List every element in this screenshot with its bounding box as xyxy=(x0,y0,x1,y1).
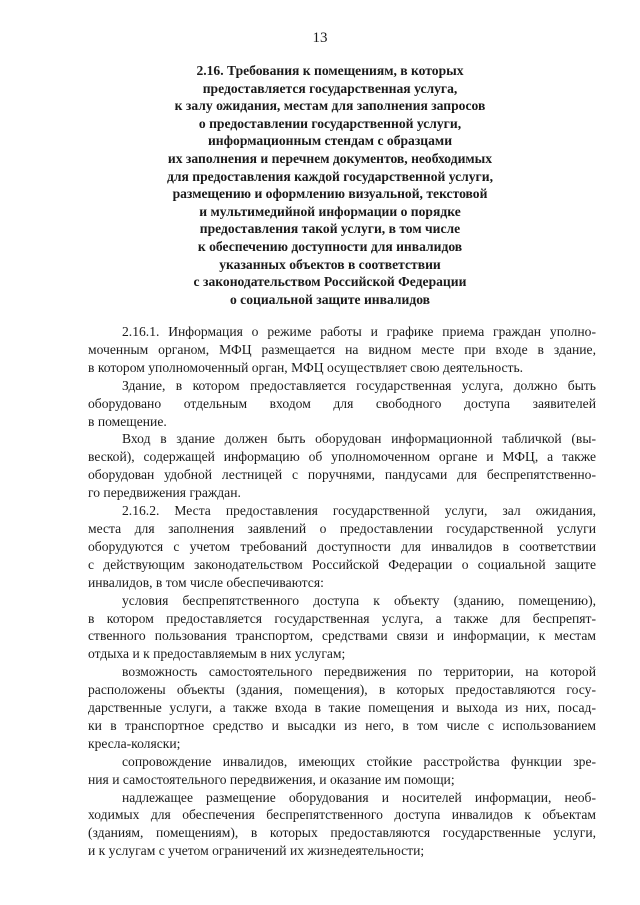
heading-line: для предоставления каждой государственной услуги, xyxy=(167,168,493,184)
text-line: оборудован удобной лестницей с поручнями, пандусами для беспрепятственно- xyxy=(88,467,596,483)
text-line: с действующим законодательством Российской Федерации о социальной защите xyxy=(88,556,596,572)
heading-line: их заполнения и перечнем документов, необходимых xyxy=(167,150,493,166)
text-line: сопровождение инвалидов, имеющих стойкие расстройства функции зре- xyxy=(122,753,596,769)
text-line: моченным органом, МФЦ размещается на видном месте при входе в здание, xyxy=(88,341,596,357)
text-line: го передвижения граждан. xyxy=(88,485,241,501)
text-line: в помещение. xyxy=(88,413,167,429)
heading-line: к залу ожидания, местам для заполнения запросов xyxy=(174,98,486,114)
heading-line: указанных объектов в соответствии xyxy=(219,256,441,272)
text-line: ки в транспортное средство и высадки из него, в том числе с использованием xyxy=(88,717,596,733)
text-line: возможность самостоятельного передвижения по территории, на которой xyxy=(122,664,596,680)
text-line: надлежащее размещение оборудования и носителей информации, необ- xyxy=(122,789,596,805)
heading-line: предоставляется государственная услуга, xyxy=(202,80,458,96)
paragraph xyxy=(88,323,596,377)
heading-line: о предоставлении государственной услуги, xyxy=(198,115,462,131)
heading-line: к обеспечению доступности для инвалидов xyxy=(197,238,463,254)
heading-line: размещению и оформлению визуальной, текстовой xyxy=(172,186,488,202)
text-line: инвалидов, в том числе обеспечиваются: xyxy=(88,574,324,590)
heading-line: о социальной защите инвалидов xyxy=(229,291,431,307)
paragraph xyxy=(88,377,596,431)
text-line: ственного пользования транспортом, средствами связи и информации, к местам xyxy=(88,628,596,644)
text-line: оборудовано отдельным входом для свободного доступа заявителей xyxy=(88,395,596,411)
paragraph xyxy=(88,789,596,861)
paragraph xyxy=(88,753,596,789)
text-line: (зданиям, помещениям), в которых предоставляются государственные услуги, xyxy=(88,825,596,841)
text-line: Вход в здание должен быть оборудован информационной табличкой (вы- xyxy=(122,431,596,447)
heading-line: 2.16. Требования к помещениям, в которых xyxy=(196,63,464,78)
text-line: расположены объекты (здания, помещения), в которых предоставляются госу- xyxy=(88,682,596,698)
text-line: в котором уполномоченный орган, МФЦ осуществляет свою деятельность. xyxy=(88,359,524,375)
body-text xyxy=(88,323,596,860)
heading-line: и мультимедийной информации о порядке xyxy=(199,203,461,219)
paragraph xyxy=(88,502,596,592)
text-line: и к услугам с учетом ограничений их жизнедеятельности; xyxy=(88,843,425,859)
section-heading xyxy=(130,62,530,308)
text-line: в котором предоставляется государственная услуга, а также для беспрепят- xyxy=(88,610,596,626)
text-line: веской), содержащей информацию об уполномоченном органе и МФЦ, а также xyxy=(88,449,596,465)
text-line: места для заполнения заявлений о предоставлении государственной услуги xyxy=(88,520,596,536)
text-line: 2.16.1. Информация о режиме работы и графике приема граждан уполно- xyxy=(122,324,596,339)
heading-line: информационным стендам с образцами xyxy=(207,133,453,149)
heading-line: предоставления такой услуги, в том числе xyxy=(199,221,461,237)
text-line: оборудуются с учетом требований доступности для инвалидов в соответствии xyxy=(88,538,596,554)
paragraph xyxy=(88,663,596,753)
paragraph xyxy=(88,430,596,502)
text-line: дарственные услуги, а также входа в такие помещения и выхода из них, посад- xyxy=(88,700,596,716)
text-line: ходимых для обеспечения беспрепятственного доступа инвалидов к объектам xyxy=(88,807,596,823)
text-line: Здание, в котором предоставляется государственная услуга, должно быть xyxy=(122,377,596,393)
text-line: 2.16.2. Места предоставления государственной услуги, зал ожидания, xyxy=(122,503,596,519)
text-line: кресла-коляски; xyxy=(88,735,181,751)
page-number: 13 xyxy=(312,30,328,46)
text-line: ния и самостоятельного передвижения, и оказание им помощи; xyxy=(88,771,455,787)
paragraph xyxy=(88,592,596,664)
heading-line: с законодательством Российской Федерации xyxy=(193,274,467,290)
text-line: отдыха и к предоставляемым в них услугам; xyxy=(88,646,346,662)
text-line: условия беспрепятственного доступа к объекту (зданию, помещению), xyxy=(122,592,596,608)
